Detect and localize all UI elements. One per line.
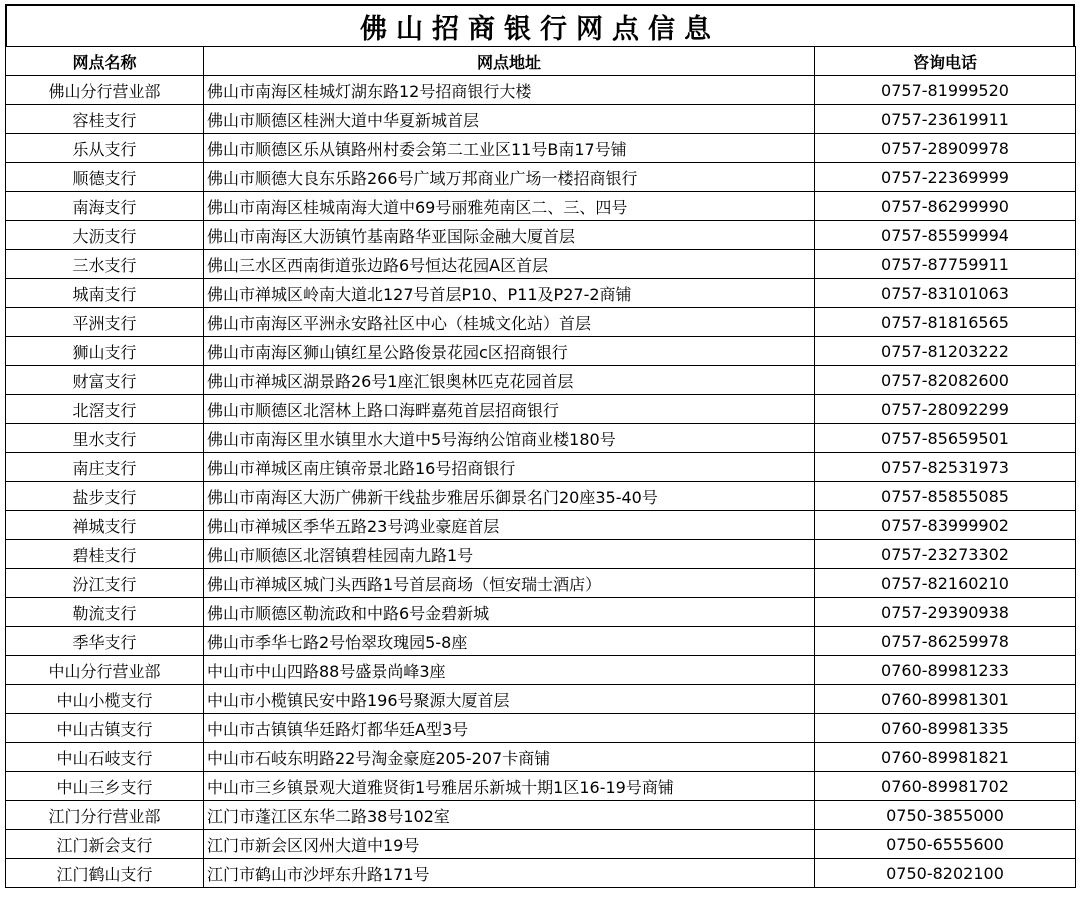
- branch-name-cell: 中山小榄支行: [6, 685, 204, 714]
- branch-phone-cell: 0757-22369999: [815, 163, 1076, 192]
- branch-name-cell: 盐步支行: [6, 482, 204, 511]
- branch-phone-cell: 0757-86299990: [815, 192, 1076, 221]
- branch-phone-cell: 0757-85855085: [815, 482, 1076, 511]
- branch-address-cell: 佛山市禅城区湖景路26号1座汇银奥林匹克花园首层: [204, 366, 815, 395]
- table-row: [6, 656, 1076, 685]
- branch-address-cell: 佛山市顺德区北滘镇碧桂园南九路1号: [204, 540, 815, 569]
- branch-name-cell: 中山分行营业部: [6, 656, 204, 685]
- branch-table: [5, 46, 1076, 888]
- table-row: [6, 743, 1076, 772]
- branch-name-cell: 里水支行: [6, 424, 204, 453]
- branch-address-cell: 佛山市禅城区城门头西路1号首层商场（恒安瑞士酒店）: [204, 569, 815, 598]
- branch-phone-cell: 0760-89981821: [815, 743, 1076, 772]
- branch-address-cell: 佛山市顺德区勒流政和中路6号金碧新城: [204, 598, 815, 627]
- table-row: [6, 366, 1076, 395]
- branch-phone-cell: 0757-82160210: [815, 569, 1076, 598]
- branch-phone-cell: 0757-82082600: [815, 366, 1076, 395]
- branch-phone-cell: 0757-85659501: [815, 424, 1076, 453]
- branch-name-cell: 大沥支行: [6, 221, 204, 250]
- table-row: [6, 859, 1076, 888]
- branch-name-cell: 南庄支行: [6, 453, 204, 482]
- table-row: [6, 714, 1076, 743]
- table-row: [6, 453, 1076, 482]
- branch-name-cell: 江门新会支行: [6, 830, 204, 859]
- branch-address-cell: 佛山市禅城区岭南大道北127号首层P10、P11及P27-2商铺: [204, 279, 815, 308]
- branch-address-cell: 佛山市禅城区南庄镇帝景北路16号招商银行: [204, 453, 815, 482]
- branch-phone-cell: 0757-23273302: [815, 540, 1076, 569]
- table-row: [6, 424, 1076, 453]
- table-row: [6, 540, 1076, 569]
- table-row: [6, 772, 1076, 801]
- branch-phone-cell: 0760-89981702: [815, 772, 1076, 801]
- branch-name-cell: 碧桂支行: [6, 540, 204, 569]
- branch-name-cell: 乐从支行: [6, 134, 204, 163]
- branch-phone-cell: 0757-29390938: [815, 598, 1076, 627]
- branch-address-cell: 中山市三乡镇景观大道雅贤街1号雅居乐新城十期1区16-19号商铺: [204, 772, 815, 801]
- branch-address-cell: 中山市石岐东明路22号淘金豪庭205-207卡商铺: [204, 743, 815, 772]
- branch-address-cell: 佛山市禅城区季华五路23号鸿业豪庭首层: [204, 511, 815, 540]
- branch-name-cell: 顺德支行: [6, 163, 204, 192]
- branch-phone-cell: 0760-89981233: [815, 656, 1076, 685]
- branch-phone-cell: 0750-8202100: [815, 859, 1076, 888]
- branch-address-cell: 江门市鹤山市沙坪东升路171号: [204, 859, 815, 888]
- branch-rows: [6, 76, 1076, 888]
- branch-phone-cell: 0750-3855000: [815, 801, 1076, 830]
- table-row: [6, 830, 1076, 859]
- branch-name-cell: 城南支行: [6, 279, 204, 308]
- branch-name-cell: 江门鹤山支行: [6, 859, 204, 888]
- table-row: [6, 192, 1076, 221]
- branch-phone-cell: 0757-81203222: [815, 337, 1076, 366]
- branch-phone-cell: 0750-6555600: [815, 830, 1076, 859]
- branch-name-cell: 财富支行: [6, 366, 204, 395]
- branch-phone-cell: 0757-81816565: [815, 308, 1076, 337]
- branch-address-cell: 佛山市季华七路2号怡翠玫瑰园5-8座: [204, 627, 815, 656]
- table-row: [6, 511, 1076, 540]
- branch-phone-cell: 0757-87759911: [815, 250, 1076, 279]
- table-row: [6, 598, 1076, 627]
- branch-name-cell: 北滘支行: [6, 395, 204, 424]
- branch-address-cell: 佛山市顺德区桂洲大道中华夏新城首层: [204, 105, 815, 134]
- branch-address-cell: 佛山市顺德区乐从镇路州村委会第二工业区11号B南17号铺: [204, 134, 815, 163]
- branch-phone-cell: 0757-23619911: [815, 105, 1076, 134]
- branch-address-cell: 佛山市南海区大沥广佛新干线盐步雅居乐御景名门20座35-40号: [204, 482, 815, 511]
- branch-name-cell: 容桂支行: [6, 105, 204, 134]
- branch-name-cell: 佛山分行营业部: [6, 76, 204, 105]
- branch-address-cell: 佛山市顺德大良东乐路266号广域万邦商业广场一楼招商银行: [204, 163, 815, 192]
- branch-address-cell: 佛山三水区西南街道张边路6号恒达花园A区首层: [204, 250, 815, 279]
- branch-address-cell: 中山市古镇镇华廷路灯都华廷A型3号: [204, 714, 815, 743]
- branch-info-sheet: [5, 4, 1075, 888]
- branch-name-cell: 中山石岐支行: [6, 743, 204, 772]
- table-row: [6, 395, 1076, 424]
- branch-name-cell: 勒流支行: [6, 598, 204, 627]
- branch-phone-cell: 0760-89981301: [815, 685, 1076, 714]
- table-row: [6, 76, 1076, 105]
- branch-name-cell: 汾江支行: [6, 569, 204, 598]
- branch-address-cell: 江门市蓬江区东华二路38号102室: [204, 801, 815, 830]
- branch-address-cell: 中山市中山四路88号盛景尚峰3座: [204, 656, 815, 685]
- branch-phone-cell: 0757-83101063: [815, 279, 1076, 308]
- column-header-name: 网点名称: [6, 47, 204, 76]
- table-row: [6, 337, 1076, 366]
- branch-address-cell: 江门市新会区冈州大道中19号: [204, 830, 815, 859]
- branch-phone-cell: 0757-81999520: [815, 76, 1076, 105]
- table-row: [6, 163, 1076, 192]
- branch-address-cell: 佛山市南海区桂城灯湖东路12号招商银行大楼: [204, 76, 815, 105]
- table-row: [6, 250, 1076, 279]
- branch-address-cell: 佛山市南海区里水镇里水大道中5号海纳公馆商业楼180号: [204, 424, 815, 453]
- branch-address-cell: 中山市小榄镇民安中路196号聚源大厦首层: [204, 685, 815, 714]
- branch-name-cell: 江门分行营业部: [6, 801, 204, 830]
- branch-phone-cell: 0757-83999902: [815, 511, 1076, 540]
- branch-address-cell: 佛山市南海区狮山镇红星公路俊景花园c区招商银行: [204, 337, 815, 366]
- branch-name-cell: 南海支行: [6, 192, 204, 221]
- branch-name-cell: 季华支行: [6, 627, 204, 656]
- branch-phone-cell: 0757-86259978: [815, 627, 1076, 656]
- column-header-phone: 咨询电话: [815, 47, 1076, 76]
- column-header-address: 网点地址: [204, 47, 815, 76]
- branch-name-cell: 中山古镇支行: [6, 714, 204, 743]
- table-row: [6, 308, 1076, 337]
- table-row: [6, 279, 1076, 308]
- branch-name-cell: 三水支行: [6, 250, 204, 279]
- branch-address-cell: 佛山市顺德区北滘林上路口海畔嘉苑首层招商银行: [204, 395, 815, 424]
- table-row: [6, 482, 1076, 511]
- branch-phone-cell: 0757-82531973: [815, 453, 1076, 482]
- table-row: [6, 134, 1076, 163]
- branch-address-cell: 佛山市南海区桂城南海大道中69号丽雅苑南区二、三、四号: [204, 192, 815, 221]
- table-row: [6, 105, 1076, 134]
- page-title: 佛山招商银行网点信息: [5, 4, 1075, 46]
- branch-name-cell: 禅城支行: [6, 511, 204, 540]
- branch-phone-cell: 0757-28909978: [815, 134, 1076, 163]
- branch-address-cell: 佛山市南海区大沥镇竹基南路华亚国际金融大厦首层: [204, 221, 815, 250]
- branch-phone-cell: 0757-85599994: [815, 221, 1076, 250]
- branch-name-cell: 中山三乡支行: [6, 772, 204, 801]
- table-row: [6, 801, 1076, 830]
- table-header-row: [6, 47, 1076, 76]
- branch-name-cell: 平洲支行: [6, 308, 204, 337]
- branch-address-cell: 佛山市南海区平洲永安路社区中心（桂城文化站）首层: [204, 308, 815, 337]
- branch-phone-cell: 0760-89981335: [815, 714, 1076, 743]
- table-row: [6, 221, 1076, 250]
- table-row: [6, 627, 1076, 656]
- branch-name-cell: 狮山支行: [6, 337, 204, 366]
- branch-phone-cell: 0757-28092299: [815, 395, 1076, 424]
- table-row: [6, 685, 1076, 714]
- table-row: [6, 569, 1076, 598]
